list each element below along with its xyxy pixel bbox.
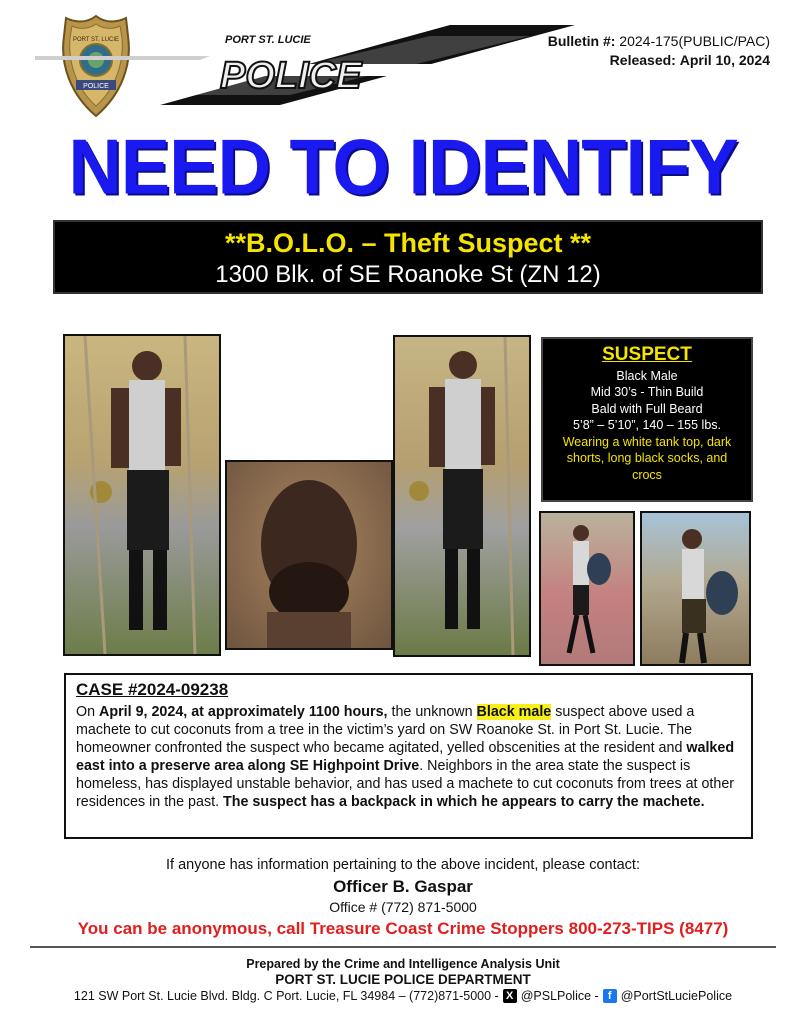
footer-divider [30, 946, 776, 948]
suspect-line: Bald with Full Beard [591, 401, 703, 416]
footer [0, 956, 806, 1004]
svg-text:POLICE: POLICE [83, 83, 109, 90]
prepared-by: Prepared by the Crime and Intelligence Analysis Unit [246, 957, 560, 971]
suspect-photo-walking [539, 511, 635, 666]
crime-stoppers-line: You can be anonymous, call Treasure Coast Crime Stoppers 800-273-TIPS (8477) [77, 919, 729, 938]
case-details [64, 673, 753, 839]
suspect-line: Black Male [616, 368, 678, 383]
bulletin-info: Bulletin #: 2024-175(PUBLIC/PAC) Released: April 10, 2024 [547, 33, 770, 68]
suspect-photo-full-left [63, 334, 221, 656]
department-name: PORT ST. LUCIE POLICE DEPARTMENT [275, 972, 531, 987]
bolo-title: **B.O.L.O. – Theft Suspect ** [224, 228, 592, 258]
suspect-line: 5’8” – 5’10”, 140 – 155 lbs. [572, 418, 722, 432]
case-narrative: On April 9, 2024, at approximately 1100 hours, the unknown Black male suspect above used a machete to cut coconuts from a tree in the victim’s yard on SW Roanoke St. in Port St. Lucie. The homeowner confronted the suspect who became agitated, yelled obscenities at the resident and walked east into a preserve area along SE Highpoint Drive. Neighbors in the area state the suspect is homeless, has displayed unstable behavior, and has used a machete to cut coconuts from trees at other residences in the past. The suspect has a backpack in which he appears to carry the machete. [76, 704, 735, 810]
footer-address: 121 SW Port St. Lucie Blvd. Bldg. C Port. Lucie, FL 34984 – (772)871-5000 - [73, 989, 499, 1003]
suspect-heading: SUSPECT [602, 344, 692, 365]
contact-prompt: If anyone has information pertaining to the above incident, please contact: [166, 857, 640, 873]
suspect-line: Mid 30’s - Thin Build [590, 385, 704, 399]
svg-text:PORT ST. LUCIE: PORT ST. LUCIE [72, 37, 120, 43]
officer-name: Officer B. Gaspar [333, 877, 473, 896]
suspect-description-box [541, 337, 753, 502]
suspect-clothing: Wearing a white tank top, dark shorts, long black socks, and crocs [562, 434, 732, 482]
logo-title: POLICE [220, 55, 362, 97]
case-number: CASE #2024-09238 [76, 680, 229, 699]
facebook-icon[interactable]: f [603, 989, 617, 1003]
office-phone: Office # (772) 871-5000 [329, 899, 477, 915]
logo-subtitle: PORT ST. LUCIE [225, 34, 311, 46]
footer-address-row [74, 988, 732, 1004]
contact-section [0, 857, 806, 939]
bolo-banner [53, 220, 763, 294]
suspect-photo-full-right [393, 335, 531, 657]
facebook-handle[interactable]: @PortStLuciePolice [620, 989, 733, 1003]
suspect-photo-backpack [640, 511, 751, 666]
x-icon[interactable]: X [503, 989, 517, 1003]
page-title: NEED TO IDENTIFY [68, 122, 738, 211]
suspect-photo-face [225, 460, 393, 650]
bolo-location: 1300 Blk. of SE Roanoke St (ZN 12) [215, 261, 601, 288]
x-handle[interactable]: @PSLPolice - [520, 989, 599, 1003]
